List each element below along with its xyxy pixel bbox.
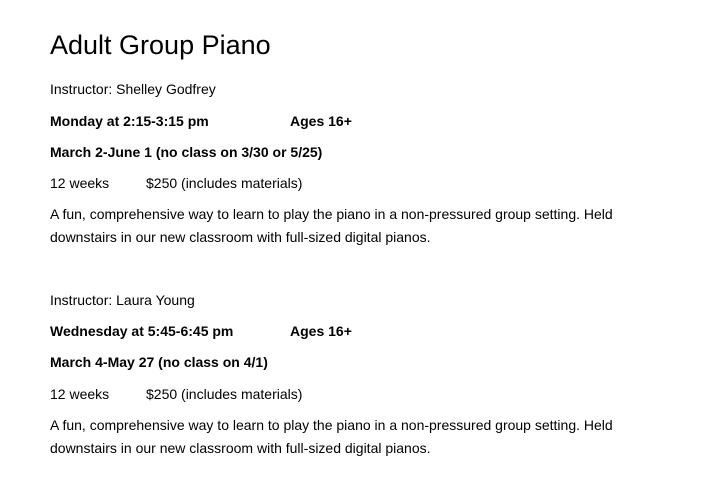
instructor-line: Instructor: Shelley Godfrey bbox=[50, 81, 216, 97]
age-requirement: Ages 16+ bbox=[290, 323, 352, 339]
age-requirement: Ages 16+ bbox=[290, 113, 352, 129]
instructor-line: Instructor: Laura Young bbox=[50, 292, 195, 308]
class-schedule: Monday at 2:15-3:15 pm bbox=[50, 113, 209, 129]
course-duration: 12 weeks bbox=[50, 175, 110, 191]
schedule-row bbox=[50, 321, 352, 341]
course-duration: 12 weeks bbox=[50, 386, 110, 402]
course-description: A fun, comprehensive way to learn to play the piano in a non-pressured group setting. Held downstairs in our new classroom with full-sized digital pianos. bbox=[50, 206, 613, 245]
class-schedule: Wednesday at 5:45-6:45 pm bbox=[50, 323, 234, 339]
course-price: $250 (includes materials) bbox=[146, 386, 303, 402]
course-description: A fun, comprehensive way to learn to play the piano in a non-pressured group setting. Held downstairs in our new classroom with full-sized digital pianos. bbox=[50, 417, 613, 456]
document-title: Adult Group Piano bbox=[50, 30, 271, 60]
course-price: $250 (includes materials) bbox=[146, 175, 303, 191]
class-dates: March 2-June 1 (no class on 3/30 or 5/25) bbox=[50, 144, 323, 160]
duration-price-row bbox=[50, 173, 303, 193]
class-dates: March 4-May 27 (no class on 4/1) bbox=[50, 354, 268, 370]
duration-price-row bbox=[50, 384, 303, 404]
schedule-row bbox=[50, 111, 352, 131]
